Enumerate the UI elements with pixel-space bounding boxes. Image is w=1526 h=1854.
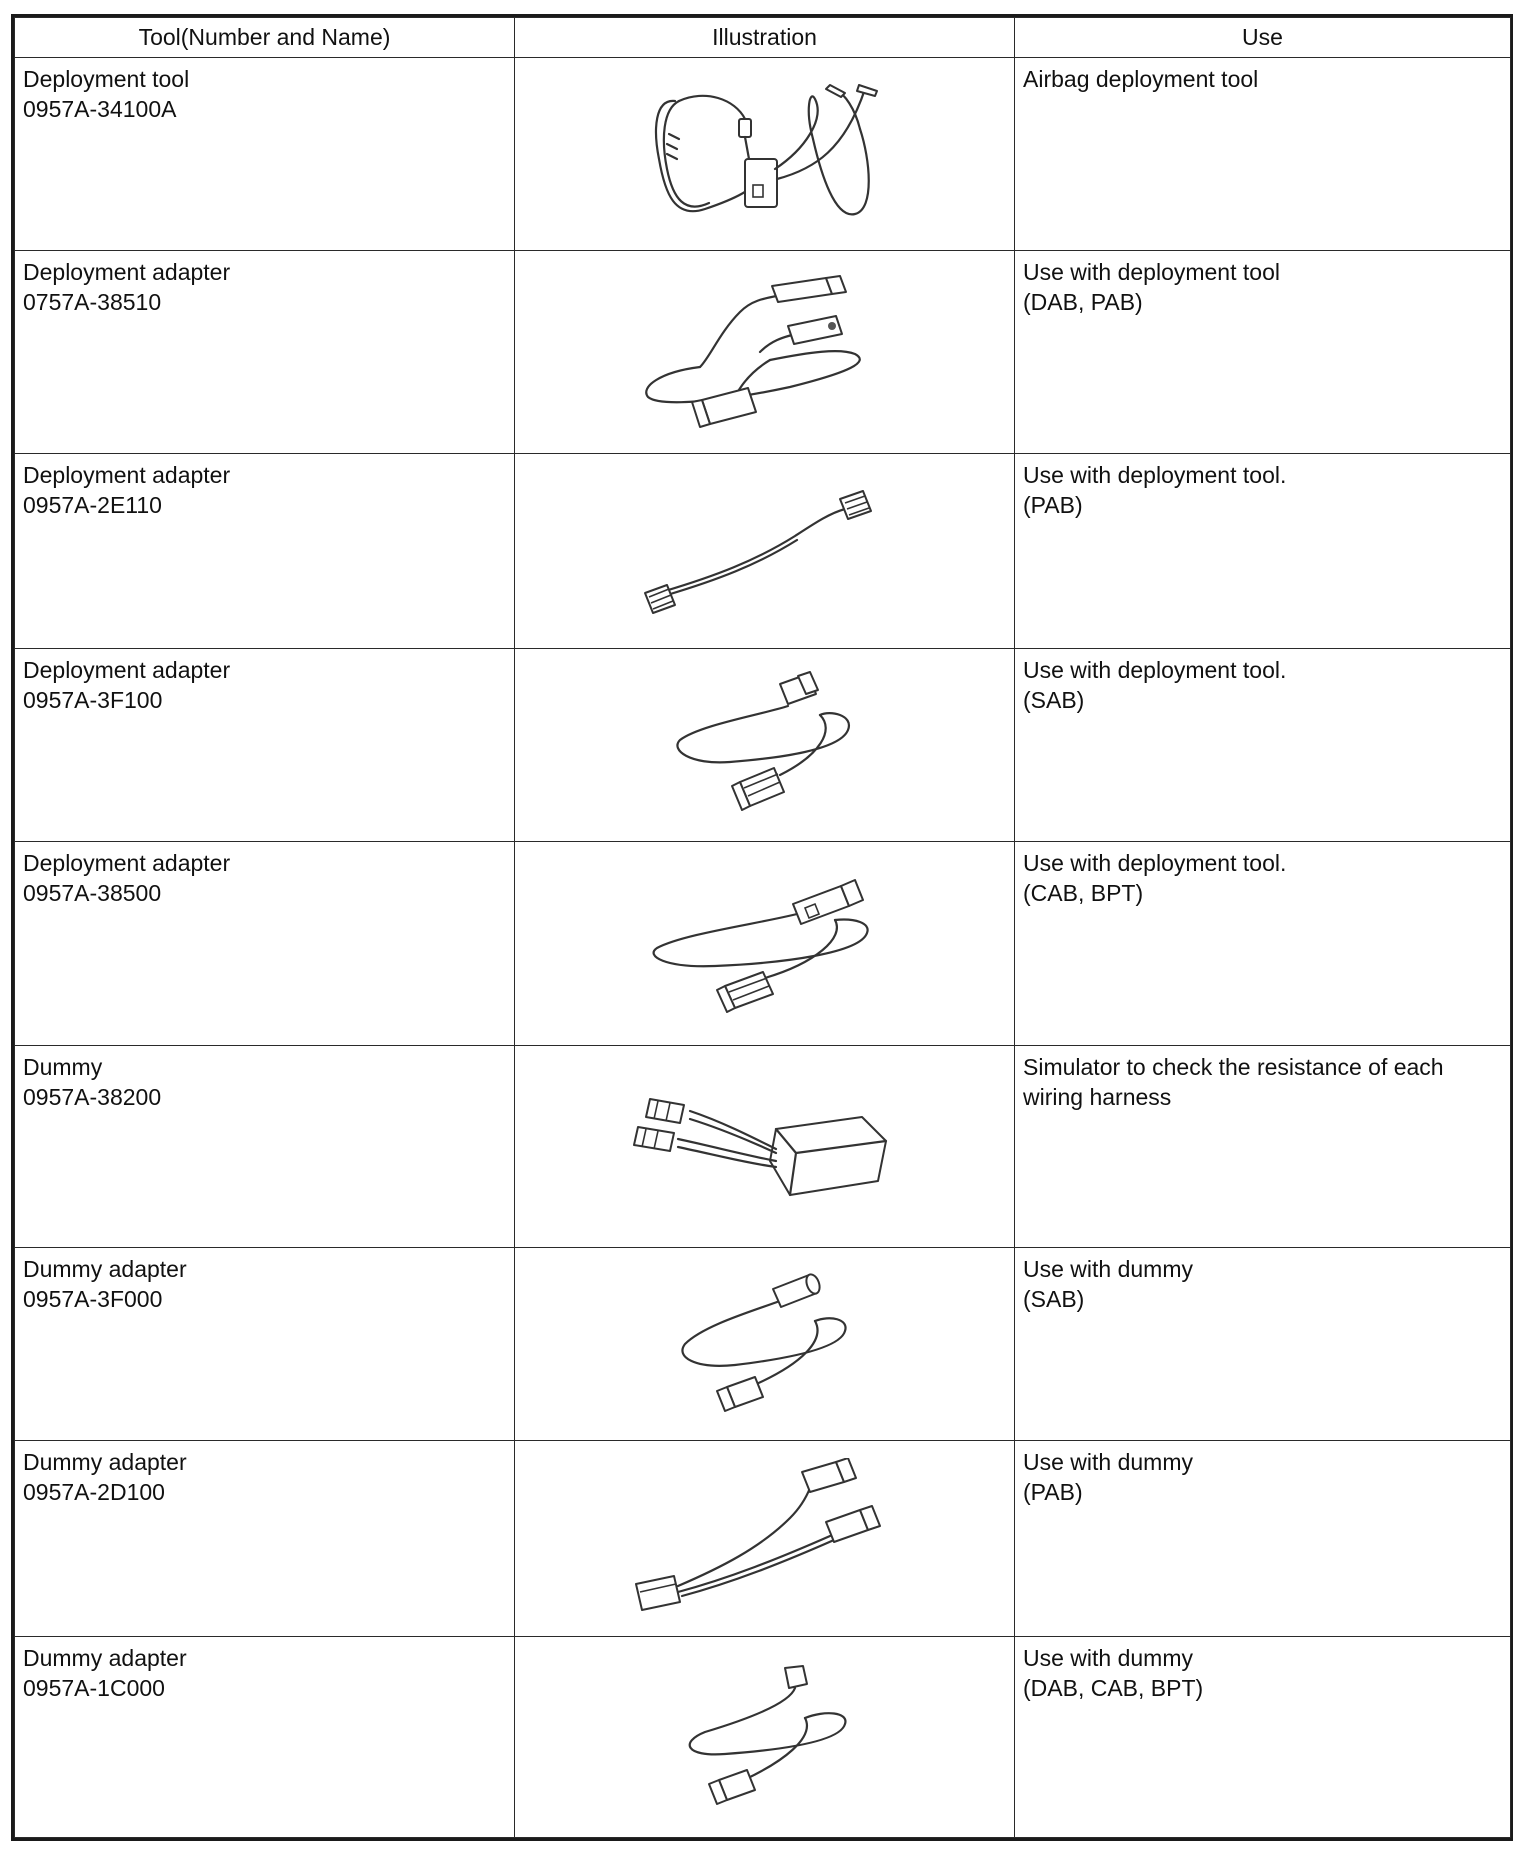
header-row [15,18,1511,58]
use-cell [1015,1440,1511,1636]
use-cell [1015,1045,1511,1247]
table-row [15,454,1511,649]
table-row [15,1636,1511,1837]
tool-number: 0957A-2D100 [23,1478,165,1505]
use-line-2: (SAB) [1023,1285,1085,1312]
straight-cable-adapter-icon [635,481,895,621]
use-line-1: Use with deployment tool. [1023,657,1287,684]
tool-cell [15,842,515,1045]
table-row [15,1045,1511,1247]
illustration-cell [515,250,1015,453]
tool-name: Deployment tool [23,66,190,92]
use-line-1: Airbag deployment tool [1023,66,1259,92]
use-line-1: Use with dummy [1023,1255,1193,1282]
use-line-2: (SAB) [1023,687,1085,714]
illustration-cell [515,649,1015,842]
looped-cable-adapter-icon [670,670,860,820]
header-illustration: Illustration [515,18,1015,58]
tool-cell [15,58,515,251]
illustration-cell [515,1247,1015,1440]
tool-number: 0957A-3F000 [23,1285,163,1312]
use-line-1: Use with dummy [1023,1448,1193,1475]
deployment-tool-icon [645,79,885,229]
illustration-cell [515,1045,1015,1247]
tool-cell [15,1045,515,1247]
tool-cell [15,649,515,842]
tool-cell [15,250,515,453]
use-line-1: Simulator to check the resistance of each [1023,1053,1444,1080]
tool-name: Dummy adapter [23,1644,187,1671]
use-line-1: Use with deployment tool. [1023,462,1287,489]
tool-number: 0957A-3F100 [23,687,163,714]
use-line-2: (DAB, PAB) [1023,288,1143,315]
illustration-cell [515,1440,1015,1636]
header-use: Use [1015,18,1511,58]
use-line-2: (PAB) [1023,492,1083,519]
y-split-adapter-icon [630,1458,900,1618]
use-cell [1015,842,1511,1045]
dummy-resistor-box-icon [630,1091,900,1201]
tool-cell [15,454,515,649]
dual-connector-adapter-icon [640,272,890,432]
looped-cable-adapter-icon [645,868,885,1018]
use-cell [1015,454,1511,649]
use-cell [1015,1247,1511,1440]
tool-name: Dummy adapter [23,1448,187,1475]
use-cell [1015,1636,1511,1837]
table-row [15,250,1511,453]
tool-number: 0957A-1C000 [23,1674,165,1701]
looped-cable-adapter-icon [675,1269,855,1419]
illustration-cell [515,1636,1015,1837]
tool-name: Dummy [23,1053,103,1080]
table-row [15,842,1511,1045]
use-cell [1015,58,1511,251]
tool-name: Deployment adapter [23,462,231,489]
use-line-2: wiring harness [1023,1083,1172,1110]
use-line-2: (DAB, CAB, BPT) [1023,1674,1204,1701]
special-tools-table [14,17,1511,1838]
use-line-2: (CAB, BPT) [1023,880,1144,907]
tool-cell [15,1440,515,1636]
tool-name: Deployment adapter [23,850,231,877]
table-row [15,1247,1511,1440]
looped-cable-adapter-icon [675,1662,855,1812]
tool-number: 0957A-38500 [23,880,162,907]
table-row [15,58,1511,251]
table-row [15,1440,1511,1636]
tool-number: 0757A-38510 [23,288,162,315]
use-cell [1015,649,1511,842]
tool-name: Deployment adapter [23,258,231,285]
use-line-1: Use with deployment tool. [1023,850,1287,877]
tool-number: 0957A-34100A [23,96,177,122]
illustration-cell [515,454,1015,649]
use-line-1: Use with dummy [1023,1644,1193,1671]
tool-cell [15,1247,515,1440]
tool-number: 0957A-38200 [23,1083,162,1110]
use-line-2: (PAB) [1023,1478,1083,1505]
use-cell [1015,250,1511,453]
tool-number: 0957A-2E110 [23,492,162,519]
tool-name: Dummy adapter [23,1255,187,1282]
illustration-cell [515,842,1015,1045]
illustration-cell [515,58,1015,251]
special-tools-table-frame [11,14,1513,1841]
table-row [15,649,1511,842]
use-line-1: Use with deployment tool [1023,258,1280,285]
header-tool: Tool(Number and Name) [15,18,515,58]
tool-name: Deployment adapter [23,657,231,684]
tool-cell [15,1636,515,1837]
